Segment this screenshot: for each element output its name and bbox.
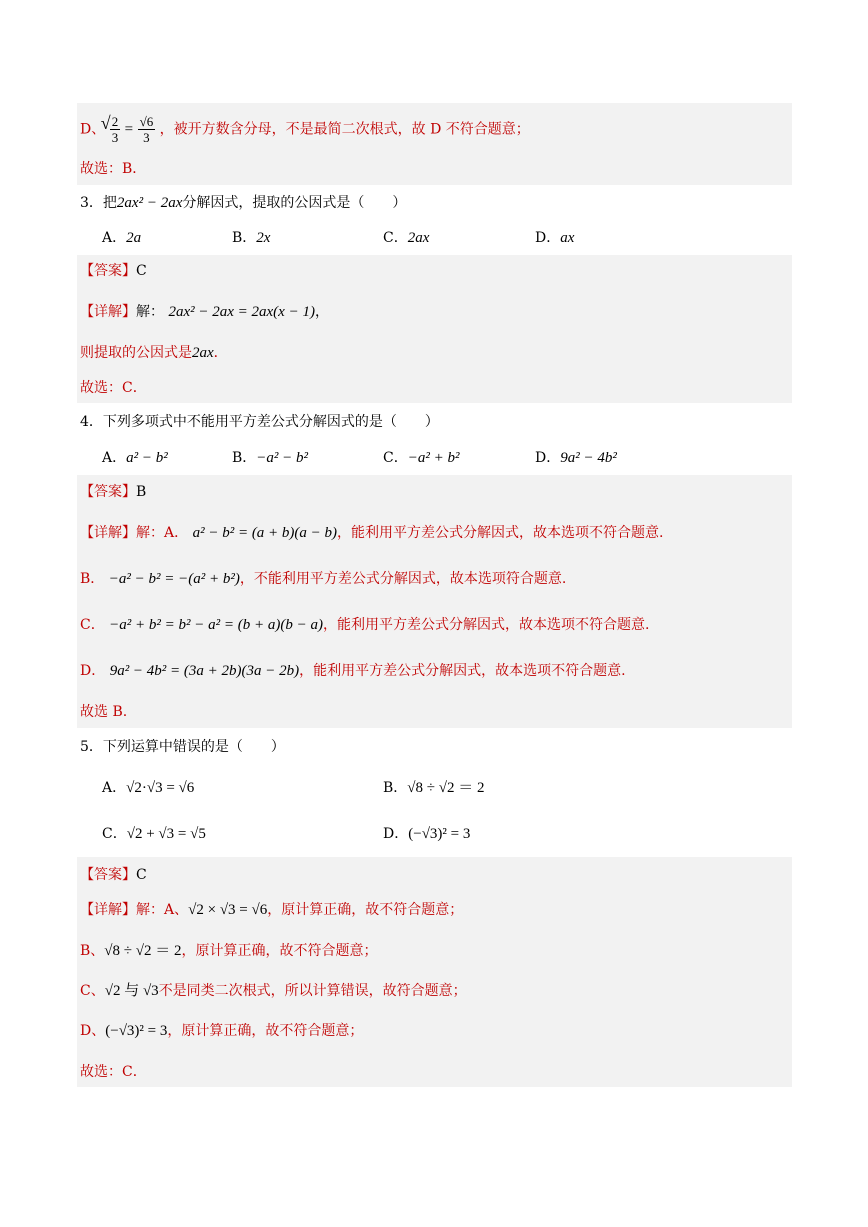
q4-explain-b: B． −a² − b² = −(a² + b²)，不能利用平方差公式分解因式，故本选项符合题意.	[80, 571, 567, 587]
q4-option-c: C．−a² + b²	[383, 450, 460, 466]
q3-select: 故选：C．	[80, 380, 147, 396]
q4-option-d: D．9a² − 4b²	[535, 450, 617, 466]
q2-d-equals: =	[124, 121, 134, 138]
q5-option-b: B．√8 ÷ √2 ＝ 2	[383, 780, 485, 796]
q5-answer: 【答案】C	[80, 867, 147, 883]
q2-d-label: D、	[80, 121, 106, 138]
q2-d-rhs-fraction: $\frac{√6}{3}$	[139, 114, 154, 145]
q3-explain-box	[77, 255, 792, 403]
q3-option-a: A．2a	[102, 230, 142, 246]
q4-select: 故选 B.	[80, 704, 128, 720]
q5-explain-box	[77, 857, 792, 1087]
q5-option-c: C．√2 + √3 = √5	[102, 826, 206, 842]
q5-select: 故选：C．	[80, 1064, 147, 1080]
q2-d-lhs-fraction: √ 2 3	[100, 113, 119, 145]
q5-option-a: A．√2·√3 = √6	[102, 780, 195, 796]
q2-option-d-explain	[80, 114, 530, 145]
q3-option-c: C．2ax	[383, 230, 430, 246]
q4-stem: 4．下列多项式中不能用平方差公式分解因式的是（ ）	[80, 414, 439, 430]
q5-option-d: D．(−√3)² = 3	[383, 826, 471, 842]
q2-d-text: ，被开方数含分母，不是最简二次根式，故 D 不符合题意；	[159, 121, 530, 138]
q4-explain-c: C． −a² + b² = b² − a² = (b + a)(b − a)，能利用平方差公式分解因式，故本选项不符合题意.	[80, 617, 650, 633]
q3-explain: 【详解】解： 2ax² − 2ax = 2ax(x − 1)，	[80, 304, 329, 320]
q4-option-b: B．−a² − b²	[232, 450, 309, 466]
q3-explain-expr: 2ax² − 2ax = 2ax(x − 1)	[168, 304, 315, 320]
q5-explain-c: C、√2 与 √3不是同类二次根式，所以计算错误，故符合题意；	[80, 983, 467, 999]
q4-explain-box	[77, 475, 792, 728]
q3-conclusion: 则提取的公因式是2ax．	[80, 345, 228, 361]
q4-explain-d: D． 9a² − 4b² = (3a + 2b)(3a − 2b)，能利用平方差公式分解因式，故本选项不符合题意.	[80, 663, 626, 679]
q4-option-a: A．a² − b²	[102, 450, 168, 466]
q2-select: 故选：B．	[80, 161, 147, 177]
q3-option-d: D．ax	[535, 230, 575, 246]
q3-option-b: B．2x	[232, 230, 271, 246]
q4-explain-a: 【详解】解：A． a² − b² = (a + b)(a − b)，能利用平方差公式分解因式，故本选项不符合题意.	[80, 525, 664, 541]
q5-stem: 5．下列运算中错误的是（ ）	[80, 739, 285, 755]
q5-explain-d: D、(−√3)² = 3，原计算正确，故不符合题意；	[80, 1023, 364, 1039]
q3-answer: 【答案】C	[80, 263, 147, 279]
q4-answer: 【答案】B	[80, 484, 147, 500]
q3-stem-expr: 2ax² − 2ax	[116, 195, 183, 211]
q5-explain-b: B、√8 ÷ √2 ＝ 2，原计算正确，故不符合题意；	[80, 943, 378, 959]
q5-explain-a: 【详解】解：A、√2 × √3 = √6，原计算正确，故不符合题意；	[80, 902, 464, 918]
q3-stem: 3．把2ax² − 2ax分解因式，提取的公因式是（ ）	[80, 195, 407, 211]
